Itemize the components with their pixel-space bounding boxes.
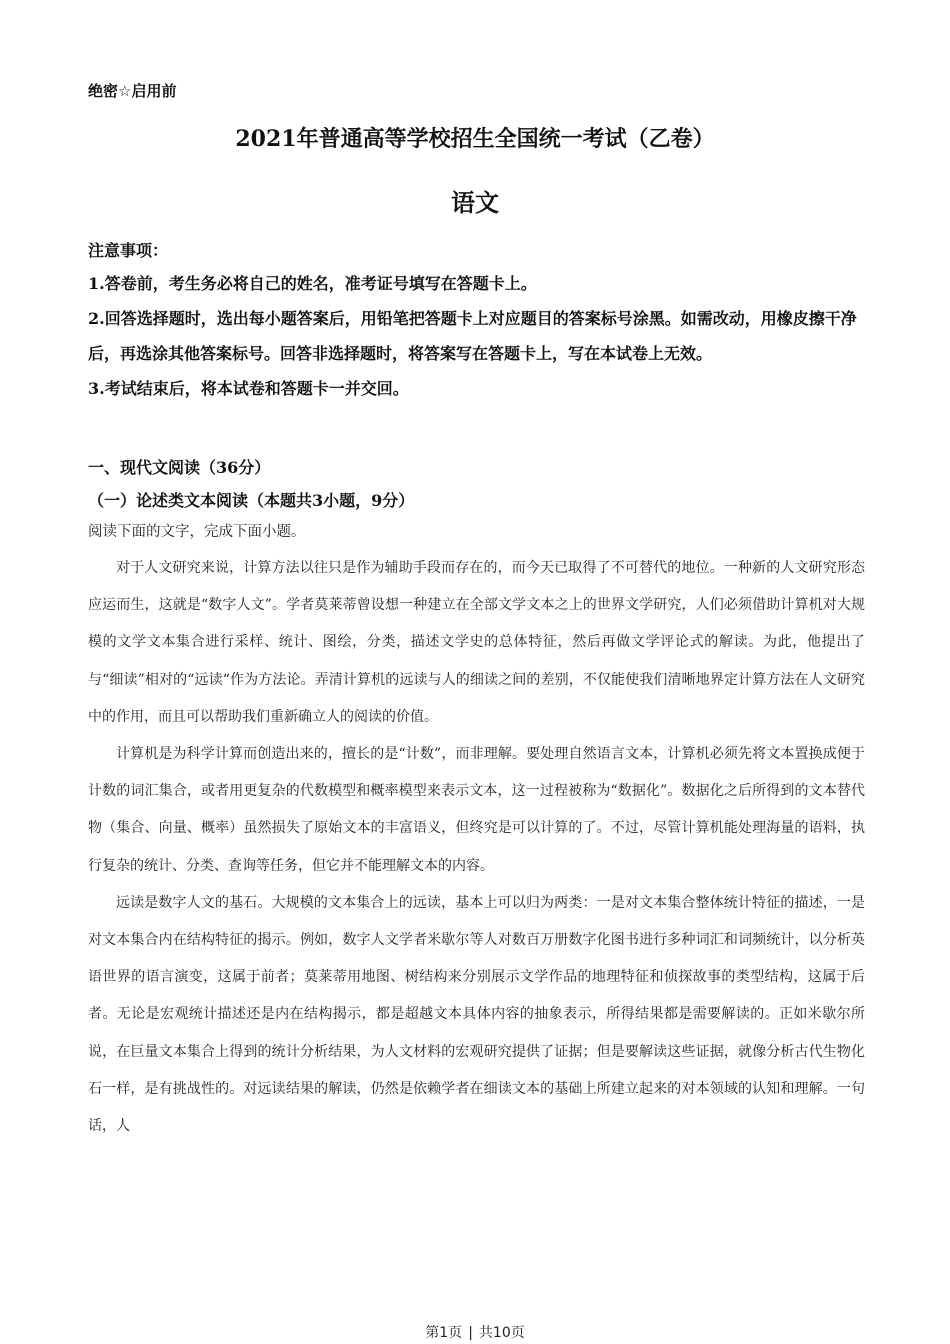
- footer-separator: |: [468, 1325, 473, 1341]
- passage-paragraph: 计算机是为科学计算而创造出来的，擅长的是“计数”，而非理解。要处理自然语言文本，计算机必须先将文本置换成便于计数的词汇集合，或者用更复杂的代数模型和概率模型来表示文本，这一过程被称为“数据化”。数据化之后所得到的文本替代物（集合、向量、概率）虽然损失了原始文本的丰富语义，但终究是可以计算的了。不过，尽管计算机能处理海量的语料，执行复杂的统计、分类、查询等任务，但它并不能理解文本的内容。: [88, 746, 865, 874]
- section-title: 一、现代文阅读（36分）: [88, 458, 271, 477]
- subject-title: 语文: [451, 188, 499, 217]
- notice-item: 1.答卷前，考生务必将自己的姓名，准考证号填写在答题卡上。: [88, 274, 537, 293]
- page-total: 共10页: [478, 1325, 525, 1341]
- notice-block: [88, 236, 868, 406]
- notice-item: 3.考试结束后，将本试卷和答题卡一并交回。: [88, 379, 409, 398]
- subsection-title: （一）论述类文本阅读（本题共3小题，9分）: [88, 491, 415, 510]
- notice-heading: 注意事项：: [88, 241, 169, 260]
- confidential-label: 绝密☆启用前: [88, 82, 177, 100]
- reading-instruction: 阅读下面的文字，完成下面小题。: [88, 524, 306, 540]
- reading-passage: [88, 550, 865, 1145]
- notice-item: 2.回答选择题时，选出每小题答案后，用铅笔把答题卡上对应题目的答案标号涂黑。如需改动，用橡皮擦干净后，再选涂其他答案标号。回答非选择题时，将答案写在答题卡上，写在本试卷上无效。: [88, 309, 857, 363]
- page-footer: [0, 1322, 950, 1342]
- exam-title: 2021年普通高等学校招生全国统一考试（乙卷）: [235, 126, 715, 152]
- passage-paragraph: 远读是数字人文的基石。大规模的文本集合上的远读，基本上可以归为两类：一是对文本集合整体统计特征的描述，一是对文本集合内在结构特征的揭示。例如，数字人文学者米歇尔等人对数百万册数字化图书进行多种词汇和词频统计，以分析英语世界的语言演变，这属于前者；莫莱蒂用地图、树结构来分别展示文学作品的地理特征和侦探故事的类型结构，这属于后者。无论是宏观统计描述还是内在结构揭示，都是超越文本具体内容的抽象表示，所得结果都是需要解读的。正如米歇尔所说，在巨量文本集合上得到的统计分析结果，为人文材料的宏观研究提供了证据；但是要解读这些证据，就像分析古代生物化石一样，是有挑战性的。对远读结果的解读，仍然是依赖学者在细读文本的基础上所建立起来的对本领域的认知和理解。一句话，人: [88, 894, 865, 1135]
- passage-paragraph: 对于人文研究来说，计算方法以往只是作为辅助手段而存在的，而今天已取得了不可替代的地位。一种新的人文研究形态应运而生，这就是“数字人文”。学者莫莱蒂曾设想一种建立在全部文学文本之上的世界文学研究，人们必须借助计算机对大规模的文学文本集合进行采样、统计、图绘，分类，描述文学史的总体特征，然后再做文学评论式的解读。为此，他提出了与“细读”相对的“远读“作为方法论。弄清计算机的远读与人的细读之间的差别，不仅能使我们清晰地界定计算方法在人文研究中的作用，而且可以帮助我们重新确立人的阅读的价值。: [88, 560, 865, 725]
- page-number: 第1页: [425, 1325, 463, 1341]
